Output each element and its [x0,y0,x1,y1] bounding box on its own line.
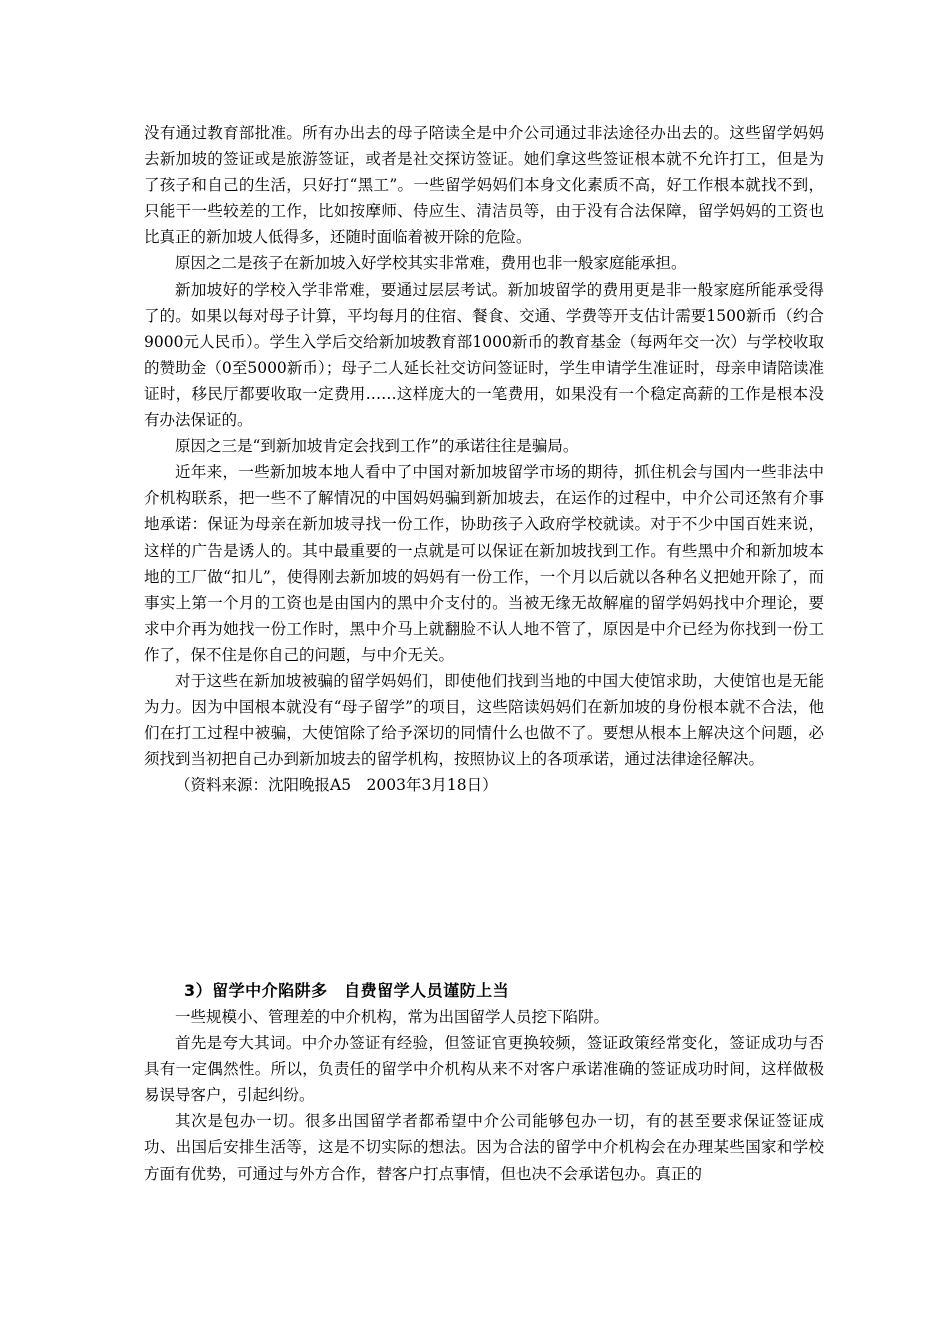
paragraph: 原因之三是“到新加坡肯定会找到工作”的承诺往往是骗局。 [175,437,579,456]
source-citation: （资料来源：沈阳晚报A5 2003年3月18日） [175,776,498,795]
paragraph: 原因之二是孩子在新加坡入好学校其实非常难，费用也非一般家庭能承担。 [175,254,687,273]
article-body-bottom [144,1004,824,1187]
paragraph: 首先是夸大其词。中介办签证有经验，但签证官更换较频，签证政策经常变化，签证成功与否具有一定偶然性。所以，负责任的留学中介机构从来不对客户承诺准确的签证成功时间，这样做极易误导客户，引起纠纷。 [144,1034,824,1105]
paragraph: 一些规模小、管理差的中介机构，常为出国留学人员挖下陷阱。 [175,1008,610,1026]
article-body-top [144,120,824,798]
paragraph: 对于这些在新加坡被骗的留学妈妈们，即使他们找到当地的中国大使馆求助，大使馆也是无能为力。因为中国根本就没有“母子留学”的项目，这些陪读妈妈们在新加坡的身份根本就不合法，他们在打工过程中被骗，大使馆除了给予深切的同情什么也做不了。要想从根本上解决这个问题，必须找到当初把自己办到新加坡去的留学机构，按照协议上的各项承诺，通过法律途径解决。 [144,671,824,769]
paragraph: 没有通过教育部批准。所有办出去的母子陪读全是中介公司通过非法途径办出去的。这些留学妈妈去新加坡的签证或是旅游签证，或者是社交探访签证。她们拿这些签证根本就不允许打工，但是为了孩子和自己的生活，只好打“黑工”。一些留学妈妈们本身文化素质不高，好工作根本就找不到，只能干一些较差的工作，比如按摩师、侍应生、清洁员等，由于没有合法保障，留学妈妈的工资也比真正的新加坡人低得多，还随时面临着被开除的危险。 [144,124,824,247]
section-heading: 3）留学中介陷阱多 自费留学人员谨防上当 [184,981,510,1000]
paragraph: 近年来，一些新加坡本地人看中了中国对新加坡留学市场的期待，抓住机会与国内一些非法中介机构联系，把一些不了解情况的中国妈妈骗到新加坡去，在运作的过程中，中介公司还煞有介事地承诺：保证为母亲在新加坡寻找一份工作，协助孩子入政府学校就读。对于不少中国百姓来说，这样的广告是诱人的。其中最重要的一点就是可以保证在新加坡找到工作。有些黑中介和新加坡本地的工厂做“扣儿”，使得刚去新加坡的妈妈有一份工作，一个月以后就以各种名义把她开除了，而事实上第一个月的工资也是由国内的黑中介支付的。当被无缘无故解雇的留学妈妈找中介理论，要求中介再为她找一份工作时，黑中介马上就翻脸不认人地不管了，原因是中介已经为你找到一份工作了，保不住是你自己的问题，与中介无关。 [144,463,824,664]
paragraph: 新加坡好的学校入学非常难，要通过层层考试。新加坡留学的费用更是非一般家庭所能承受得了的。如果以每对母子计算，平均每月的住宿、餐食、交通、学费等开支估计需要1500新币（约合9000元人民币）。学生入学后交给新加坡教育部1000新币的教育基金（每两年交一次）与学校收取的赞助金（0至5000新币）；母子二人延长社交访问签证时，学生申请学生准证时，母亲申请陪读准证时，移民厅都要收取一定费用……这样庞大的一笔费用，如果没有一个稳定高薪的工作是根本没有办法保证的。 [144,280,824,430]
paragraph: 其次是包办一切。很多出国留学者都希望中介公司能够包办一切，有的甚至要求保证签证成功、出国后安排生活等，这是不切实际的想法。因为合法的留学中介机构会在办理某些国家和学校方面有优势，可通过与外方合作，替客户打点事情，但也决不会承诺包办。真正的 [144,1112,824,1183]
